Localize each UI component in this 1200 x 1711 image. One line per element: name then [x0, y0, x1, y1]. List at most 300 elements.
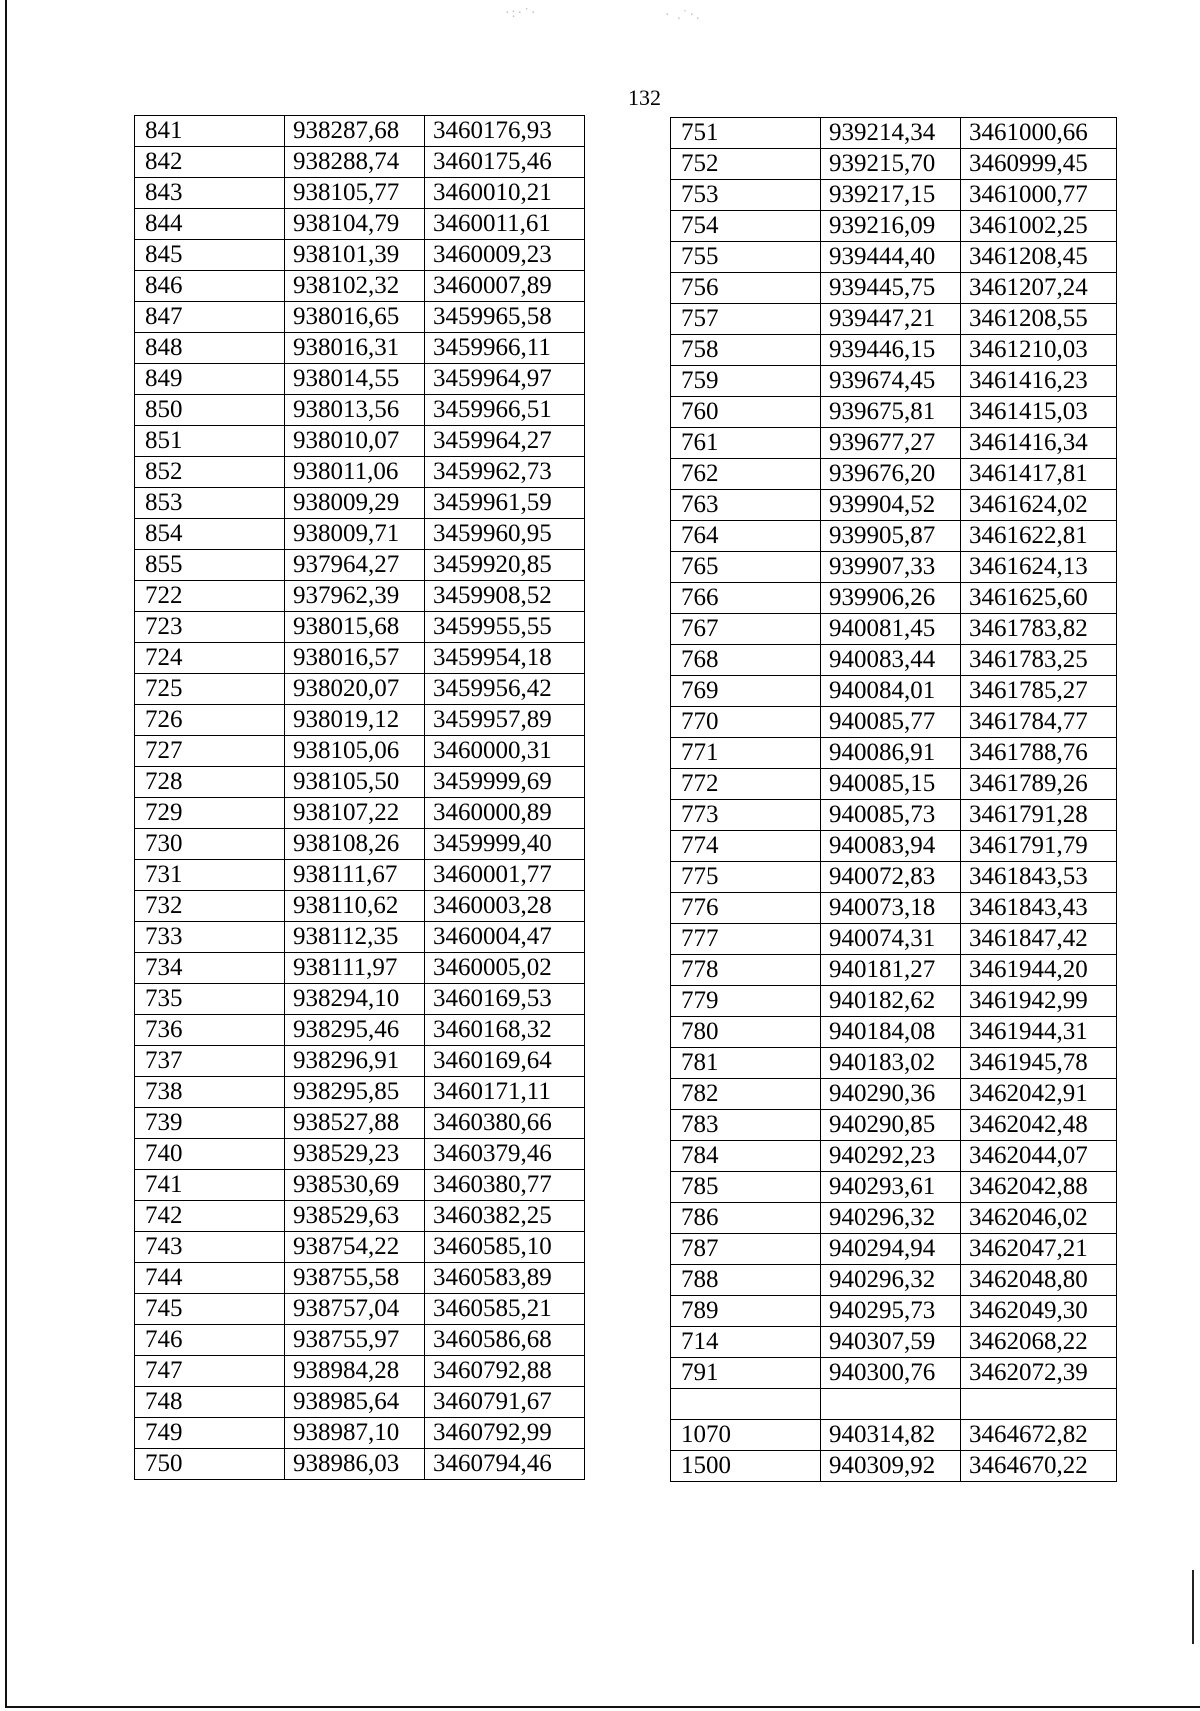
table-row — [671, 1265, 1117, 1296]
table-row — [135, 1325, 585, 1356]
coordinate-y-cell: 3460792,88 — [425, 1356, 585, 1387]
coordinate-y-cell: 3461789,26 — [961, 769, 1117, 800]
coordinate-y-cell: 3459966,11 — [425, 333, 585, 364]
point-number-cell: 741 — [135, 1170, 285, 1201]
coordinate-x-cell: 938102,32 — [285, 271, 425, 302]
coordinate-y-cell: 3459965,58 — [425, 302, 585, 333]
point-number-cell: 757 — [671, 304, 821, 335]
table-row — [135, 1449, 585, 1480]
coordinate-y-cell: 3461791,79 — [961, 831, 1117, 862]
coordinate-x-cell: 940084,01 — [821, 676, 961, 707]
coordinate-y-cell: 3460169,64 — [425, 1046, 585, 1077]
coordinate-y-cell: 3461783,82 — [961, 614, 1117, 645]
coordinate-x-cell: 938101,39 — [285, 240, 425, 271]
page-frame-right-mark — [1192, 1570, 1194, 1644]
table-row — [671, 273, 1117, 304]
point-number-cell: 729 — [135, 798, 285, 829]
coordinate-y-cell: 3460010,21 — [425, 178, 585, 209]
coordinate-x-cell: 938112,35 — [285, 922, 425, 953]
coordinate-x-cell: 938985,64 — [285, 1387, 425, 1418]
point-number-cell: 734 — [135, 953, 285, 984]
point-number-cell: 759 — [671, 366, 821, 397]
coordinate-y-cell: 3461002,25 — [961, 211, 1117, 242]
table-row — [671, 1234, 1117, 1265]
point-number-cell: 744 — [135, 1263, 285, 1294]
point-number-cell: 773 — [671, 800, 821, 831]
coordinate-y-cell: 3460586,68 — [425, 1325, 585, 1356]
table-row — [671, 1017, 1117, 1048]
coordinate-y-cell: 3460007,89 — [425, 271, 585, 302]
coordinate-x-cell: 938288,74 — [285, 147, 425, 178]
point-number-cell: 846 — [135, 271, 285, 302]
coordinate-x-cell: 940085,15 — [821, 769, 961, 800]
table-row — [135, 1046, 585, 1077]
point-number-cell: 756 — [671, 273, 821, 304]
table-row — [135, 891, 585, 922]
coordinate-x-cell — [821, 1389, 961, 1420]
coordinate-y-cell: 3460791,67 — [425, 1387, 585, 1418]
coordinate-y-cell: 3461000,66 — [961, 118, 1117, 149]
coordinate-y-cell: 3461843,53 — [961, 862, 1117, 893]
table-row — [671, 335, 1117, 366]
coordinate-x-cell: 940296,32 — [821, 1203, 961, 1234]
coordinate-x-cell: 938111,67 — [285, 860, 425, 891]
point-number-cell: 736 — [135, 1015, 285, 1046]
table-row — [135, 116, 585, 147]
coordinate-x-cell: 940184,08 — [821, 1017, 961, 1048]
coordinates-table-right — [670, 117, 1117, 1482]
coordinate-x-cell: 938016,65 — [285, 302, 425, 333]
table-row — [135, 1232, 585, 1263]
coordinate-y-cell: 3461210,03 — [961, 335, 1117, 366]
coordinate-x-cell: 939674,45 — [821, 366, 961, 397]
point-number-cell: 767 — [671, 614, 821, 645]
coordinate-x-cell: 938105,50 — [285, 767, 425, 798]
coordinate-y-cell: 3460009,23 — [425, 240, 585, 271]
point-number-cell: 784 — [671, 1141, 821, 1172]
point-number-cell: 772 — [671, 769, 821, 800]
coordinate-y-cell: 3460380,77 — [425, 1170, 585, 1201]
point-number-cell: 850 — [135, 395, 285, 426]
coordinate-y-cell: 3460000,89 — [425, 798, 585, 829]
table-row — [671, 707, 1117, 738]
coordinate-x-cell: 938010,07 — [285, 426, 425, 457]
coordinate-y-cell: 3461624,13 — [961, 552, 1117, 583]
coordinate-x-cell: 938295,46 — [285, 1015, 425, 1046]
point-number-cell: 747 — [135, 1356, 285, 1387]
coordinate-x-cell: 939215,70 — [821, 149, 961, 180]
coordinate-x-cell: 938009,71 — [285, 519, 425, 550]
table-row — [671, 459, 1117, 490]
table-row — [671, 1048, 1117, 1079]
point-number-cell: 753 — [671, 180, 821, 211]
table-row — [671, 769, 1117, 800]
coordinate-x-cell: 940182,62 — [821, 986, 961, 1017]
table-row — [671, 955, 1117, 986]
coordinate-y-cell: 3461785,27 — [961, 676, 1117, 707]
point-number-cell: 758 — [671, 335, 821, 366]
table-row — [671, 1296, 1117, 1327]
coordinate-x-cell: 940290,36 — [821, 1079, 961, 1110]
coordinate-y-cell: 3461000,77 — [961, 180, 1117, 211]
coordinate-x-cell: 940300,76 — [821, 1358, 961, 1389]
coordinate-y-cell: 3460792,99 — [425, 1418, 585, 1449]
table-row — [135, 488, 585, 519]
coordinate-y-cell: 3461208,45 — [961, 242, 1117, 273]
point-number-cell: 844 — [135, 209, 285, 240]
coordinate-x-cell: 940295,73 — [821, 1296, 961, 1327]
table-row — [135, 395, 585, 426]
table-row — [671, 304, 1117, 335]
table-row — [135, 798, 585, 829]
point-number-cell: 730 — [135, 829, 285, 860]
coordinate-y-cell: 3461791,28 — [961, 800, 1117, 831]
coordinate-x-cell: 939905,87 — [821, 521, 961, 552]
table-row — [671, 583, 1117, 614]
table-row — [135, 1263, 585, 1294]
table-row — [671, 366, 1117, 397]
point-number-cell: 760 — [671, 397, 821, 428]
coordinate-y-cell: 3461417,81 — [961, 459, 1117, 490]
point-number-cell: 776 — [671, 893, 821, 924]
point-number-cell: 786 — [671, 1203, 821, 1234]
coordinate-y-cell: 3461788,76 — [961, 738, 1117, 769]
coordinate-y-cell: 3461415,03 — [961, 397, 1117, 428]
table-row — [135, 364, 585, 395]
point-number-cell: 1500 — [671, 1451, 821, 1482]
coordinate-y-cell: 3462072,39 — [961, 1358, 1117, 1389]
coordinate-y-cell: 3460171,11 — [425, 1077, 585, 1108]
table-row — [671, 831, 1117, 862]
point-number-cell: 728 — [135, 767, 285, 798]
point-number-cell: 732 — [135, 891, 285, 922]
table-row — [135, 643, 585, 674]
point-number-cell: 763 — [671, 490, 821, 521]
coordinate-y-cell: 3460585,10 — [425, 1232, 585, 1263]
table-row — [671, 397, 1117, 428]
coordinate-y-cell — [961, 1389, 1117, 1420]
table-row — [671, 490, 1117, 521]
table-row — [671, 676, 1117, 707]
table-row — [135, 1139, 585, 1170]
coordinate-y-cell: 3462042,88 — [961, 1172, 1117, 1203]
point-number-cell: 731 — [135, 860, 285, 891]
coordinate-x-cell: 939445,75 — [821, 273, 961, 304]
table-row — [135, 426, 585, 457]
point-number-cell: 743 — [135, 1232, 285, 1263]
coordinate-y-cell: 3459955,55 — [425, 612, 585, 643]
coordinate-x-cell: 940307,59 — [821, 1327, 961, 1358]
coordinate-y-cell: 3460794,46 — [425, 1449, 585, 1480]
coordinate-y-cell: 3461625,60 — [961, 583, 1117, 614]
coordinate-y-cell: 3461843,43 — [961, 893, 1117, 924]
point-number-cell: 777 — [671, 924, 821, 955]
coordinate-y-cell: 3460585,21 — [425, 1294, 585, 1325]
coordinate-x-cell: 938014,55 — [285, 364, 425, 395]
point-number-cell: 765 — [671, 552, 821, 583]
coordinate-y-cell: 3460168,32 — [425, 1015, 585, 1046]
table-row — [671, 1389, 1117, 1420]
table-row — [135, 736, 585, 767]
table-row — [135, 1294, 585, 1325]
coordinate-y-cell: 3461784,77 — [961, 707, 1117, 738]
coordinate-y-cell: 3462047,21 — [961, 1234, 1117, 1265]
table-row — [135, 178, 585, 209]
table-row — [671, 1358, 1117, 1389]
table-row — [671, 118, 1117, 149]
coordinate-y-cell: 3460380,66 — [425, 1108, 585, 1139]
point-number-cell: 771 — [671, 738, 821, 769]
table-row — [135, 860, 585, 891]
point-number-cell: 768 — [671, 645, 821, 676]
coordinate-y-cell: 3461207,24 — [961, 273, 1117, 304]
table-row — [671, 180, 1117, 211]
table-row — [671, 1079, 1117, 1110]
coordinate-y-cell: 3461624,02 — [961, 490, 1117, 521]
table-row — [135, 984, 585, 1015]
page-frame-bottom-border — [5, 1706, 1200, 1708]
coordinate-x-cell: 940292,23 — [821, 1141, 961, 1172]
point-number-cell: 727 — [135, 736, 285, 767]
coordinate-x-cell: 940293,61 — [821, 1172, 961, 1203]
coordinate-y-cell: 3461622,81 — [961, 521, 1117, 552]
coordinate-x-cell: 939447,21 — [821, 304, 961, 335]
point-number-cell: 853 — [135, 488, 285, 519]
table-row — [135, 581, 585, 612]
coordinate-x-cell: 940181,27 — [821, 955, 961, 986]
point-number-cell: 788 — [671, 1265, 821, 1296]
coordinate-y-cell: 3462049,30 — [961, 1296, 1117, 1327]
coordinate-y-cell: 3461847,42 — [961, 924, 1117, 955]
coordinate-y-cell: 3459957,89 — [425, 705, 585, 736]
coordinate-x-cell: 940083,44 — [821, 645, 961, 676]
point-number-cell: 733 — [135, 922, 285, 953]
coordinate-x-cell: 938013,56 — [285, 395, 425, 426]
coordinate-y-cell: 3459964,27 — [425, 426, 585, 457]
point-number-cell: 766 — [671, 583, 821, 614]
point-number-cell: 785 — [671, 1172, 821, 1203]
table-row — [135, 333, 585, 364]
table-row — [671, 521, 1117, 552]
coordinate-y-cell: 3460004,47 — [425, 922, 585, 953]
coordinate-x-cell: 940072,83 — [821, 862, 961, 893]
coordinate-x-cell: 940296,32 — [821, 1265, 961, 1296]
coordinate-x-cell: 938016,31 — [285, 333, 425, 364]
coordinate-y-cell: 3460003,28 — [425, 891, 585, 922]
coordinate-x-cell: 939675,81 — [821, 397, 961, 428]
coordinate-x-cell: 938530,69 — [285, 1170, 425, 1201]
table-row — [671, 1141, 1117, 1172]
coordinate-y-cell: 3459908,52 — [425, 581, 585, 612]
table-row — [671, 614, 1117, 645]
coordinate-y-cell: 3459960,95 — [425, 519, 585, 550]
coordinate-y-cell: 3459920,85 — [425, 550, 585, 581]
point-number-cell: 752 — [671, 149, 821, 180]
coordinate-x-cell: 940309,92 — [821, 1451, 961, 1482]
table-row — [671, 552, 1117, 583]
coordinate-x-cell: 938011,06 — [285, 457, 425, 488]
table-row — [671, 986, 1117, 1017]
table-row — [135, 829, 585, 860]
table-row — [671, 924, 1117, 955]
table-row — [135, 240, 585, 271]
point-number-cell: 746 — [135, 1325, 285, 1356]
coordinate-x-cell: 938104,79 — [285, 209, 425, 240]
table-row — [135, 1201, 585, 1232]
table-row — [671, 242, 1117, 273]
coordinate-x-cell: 937962,39 — [285, 581, 425, 612]
table-row — [135, 1170, 585, 1201]
table-row — [135, 519, 585, 550]
coordinate-x-cell: 939907,33 — [821, 552, 961, 583]
coordinate-x-cell: 938527,88 — [285, 1108, 425, 1139]
point-number-cell: 725 — [135, 674, 285, 705]
point-number-cell: 774 — [671, 831, 821, 862]
table-row — [135, 302, 585, 333]
coordinate-y-cell: 3461208,55 — [961, 304, 1117, 335]
coordinate-y-cell: 3461783,25 — [961, 645, 1117, 676]
table-row — [671, 1110, 1117, 1141]
coordinate-x-cell: 940074,31 — [821, 924, 961, 955]
point-number-cell: 735 — [135, 984, 285, 1015]
coordinate-x-cell: 939446,15 — [821, 335, 961, 366]
table-row — [671, 1327, 1117, 1358]
point-number-cell: 724 — [135, 643, 285, 674]
coordinate-x-cell: 940085,73 — [821, 800, 961, 831]
point-number-cell: 787 — [671, 1234, 821, 1265]
table-row — [671, 862, 1117, 893]
coordinate-y-cell: 3461944,31 — [961, 1017, 1117, 1048]
coordinate-x-cell: 939906,26 — [821, 583, 961, 614]
coordinate-x-cell: 938015,68 — [285, 612, 425, 643]
coordinate-x-cell: 938108,26 — [285, 829, 425, 860]
coordinate-x-cell: 937964,27 — [285, 550, 425, 581]
point-number-cell: 723 — [135, 612, 285, 643]
point-number-cell: 854 — [135, 519, 285, 550]
table-row — [135, 612, 585, 643]
coordinate-y-cell: 3460000,31 — [425, 736, 585, 767]
coordinate-x-cell: 938105,77 — [285, 178, 425, 209]
point-number-cell: 738 — [135, 1077, 285, 1108]
coordinate-x-cell: 938019,12 — [285, 705, 425, 736]
point-number-cell: 847 — [135, 302, 285, 333]
coordinate-y-cell: 3460176,93 — [425, 116, 585, 147]
coordinate-x-cell: 938757,04 — [285, 1294, 425, 1325]
point-number-cell: 769 — [671, 676, 821, 707]
table-row — [135, 209, 585, 240]
coordinate-y-cell: 3460175,46 — [425, 147, 585, 178]
table-row — [135, 1387, 585, 1418]
point-number-cell: 783 — [671, 1110, 821, 1141]
point-number-cell: 737 — [135, 1046, 285, 1077]
point-number-cell: 722 — [135, 581, 285, 612]
coordinate-x-cell: 938987,10 — [285, 1418, 425, 1449]
coordinate-x-cell: 939444,40 — [821, 242, 961, 273]
table-row — [135, 922, 585, 953]
coordinate-x-cell: 938287,68 — [285, 116, 425, 147]
point-number-cell: 749 — [135, 1418, 285, 1449]
table-row — [135, 1015, 585, 1046]
point-number-cell: 849 — [135, 364, 285, 395]
coordinate-y-cell: 3460583,89 — [425, 1263, 585, 1294]
coordinate-x-cell: 938984,28 — [285, 1356, 425, 1387]
point-number-cell: 739 — [135, 1108, 285, 1139]
table-row — [671, 800, 1117, 831]
point-number-cell: 848 — [135, 333, 285, 364]
point-number-cell: 779 — [671, 986, 821, 1017]
point-number-cell: 762 — [671, 459, 821, 490]
point-number-cell: 751 — [671, 118, 821, 149]
coordinate-y-cell: 3460011,61 — [425, 209, 585, 240]
page-number: 132 — [628, 85, 661, 110]
coordinate-x-cell: 938296,91 — [285, 1046, 425, 1077]
point-number-cell: 764 — [671, 521, 821, 552]
point-number-cell: 745 — [135, 1294, 285, 1325]
point-number-cell: 841 — [135, 116, 285, 147]
point-number-cell: 845 — [135, 240, 285, 271]
coordinate-y-cell: 3460379,46 — [425, 1139, 585, 1170]
coordinate-x-cell: 938009,29 — [285, 488, 425, 519]
coordinate-y-cell: 3460169,53 — [425, 984, 585, 1015]
table-row — [671, 1451, 1117, 1482]
point-number-cell: 843 — [135, 178, 285, 209]
coordinate-x-cell: 940086,91 — [821, 738, 961, 769]
coordinate-y-cell: 3459962,73 — [425, 457, 585, 488]
coordinate-y-cell: 3459966,51 — [425, 395, 585, 426]
table-row — [135, 1418, 585, 1449]
table-row — [135, 550, 585, 581]
point-number-cell: 842 — [135, 147, 285, 178]
table-row — [671, 149, 1117, 180]
coordinate-x-cell: 940294,94 — [821, 1234, 961, 1265]
table-row — [671, 893, 1117, 924]
point-number-cell: 750 — [135, 1449, 285, 1480]
coordinate-x-cell: 938020,07 — [285, 674, 425, 705]
coordinate-x-cell: 938110,62 — [285, 891, 425, 922]
coordinate-y-cell: 3460001,77 — [425, 860, 585, 891]
coordinate-x-cell: 938986,03 — [285, 1449, 425, 1480]
coordinate-y-cell: 3464672,82 — [961, 1420, 1117, 1451]
coordinate-x-cell: 940081,45 — [821, 614, 961, 645]
table-row — [671, 428, 1117, 459]
coordinate-x-cell: 940290,85 — [821, 1110, 961, 1141]
coordinate-y-cell: 3462068,22 — [961, 1327, 1117, 1358]
coordinate-x-cell: 940083,94 — [821, 831, 961, 862]
coordinate-x-cell: 939217,15 — [821, 180, 961, 211]
point-number-cell: 740 — [135, 1139, 285, 1170]
coordinate-x-cell: 938107,22 — [285, 798, 425, 829]
coordinate-x-cell: 939677,27 — [821, 428, 961, 459]
table-row — [135, 953, 585, 984]
coordinate-y-cell: 3460999,45 — [961, 149, 1117, 180]
point-number-cell: 1070 — [671, 1420, 821, 1451]
coordinate-x-cell: 940073,18 — [821, 893, 961, 924]
table-row — [135, 1356, 585, 1387]
coordinate-x-cell: 938111,97 — [285, 953, 425, 984]
coordinate-y-cell: 3462048,80 — [961, 1265, 1117, 1296]
table-row — [671, 1172, 1117, 1203]
point-number-cell: 782 — [671, 1079, 821, 1110]
coordinate-x-cell: 938105,06 — [285, 736, 425, 767]
coordinate-y-cell: 3459954,18 — [425, 643, 585, 674]
table-row — [671, 1420, 1117, 1451]
coordinate-x-cell: 938755,58 — [285, 1263, 425, 1294]
point-number-cell: 714 — [671, 1327, 821, 1358]
coordinate-y-cell: 3459999,69 — [425, 767, 585, 798]
coordinate-y-cell: 3461416,23 — [961, 366, 1117, 397]
coordinate-x-cell: 938016,57 — [285, 643, 425, 674]
coordinate-y-cell: 3462042,91 — [961, 1079, 1117, 1110]
